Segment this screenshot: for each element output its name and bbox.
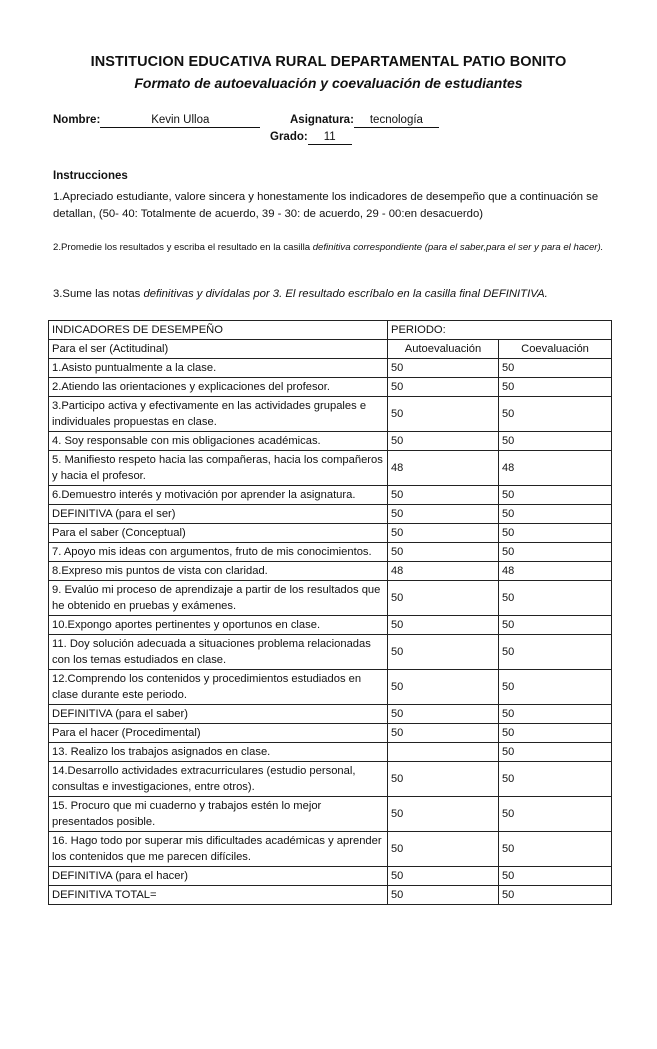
indicator-label: 6.Demuestro interés y motivación por aprender la asignatura. xyxy=(49,486,388,505)
table-row xyxy=(49,832,612,867)
indicator-label: 2.Atiendo las orientaciones y explicaciones del profesor. xyxy=(49,378,388,397)
table-row xyxy=(49,581,612,616)
coevaluacion-value: 50 xyxy=(499,886,612,905)
coevaluacion-value: 50 xyxy=(499,581,612,616)
coevaluacion-value: 50 xyxy=(499,705,612,724)
instruction-2-text: 2.Promedie los resultados y escriba el resultado en la casilla xyxy=(53,242,313,253)
indicator-label: 13. Realizo los trabajos asignados en clase. xyxy=(49,743,388,762)
coevaluacion-value: 50 xyxy=(499,524,612,543)
autoevaluacion-value: 50 xyxy=(388,705,499,724)
coevaluacion-value: 50 xyxy=(499,397,612,432)
instruction-3-text: 3.Sume las notas xyxy=(53,288,144,300)
coevaluacion-value: 50 xyxy=(499,486,612,505)
indicator-label: 12.Comprendo los contenidos y procedimientos estudiados en clase durante este periodo. xyxy=(49,670,388,705)
indicator-label: 15. Procuro que mi cuaderno y trabajos estén lo mejor presentados posible. xyxy=(49,797,388,832)
autoevaluacion-value: 50 xyxy=(388,670,499,705)
coevaluacion-value: 50 xyxy=(499,724,612,743)
header-period: PERIODO: xyxy=(388,321,612,340)
coevaluacion-value: 48 xyxy=(499,451,612,486)
autoevaluacion-value: 50 xyxy=(388,432,499,451)
evaluation-table xyxy=(48,320,612,905)
indicator-label: 16. Hago todo por superar mis dificultades académicas y aprender los contenidos que me parecen difíciles. xyxy=(49,832,388,867)
coevaluacion-value: 50 xyxy=(499,743,612,762)
coevaluacion-value: 50 xyxy=(499,432,612,451)
indicator-label: DEFINITIVA (para el ser) xyxy=(49,505,388,524)
autoevaluacion-value: 50 xyxy=(388,616,499,635)
table-row xyxy=(49,886,612,905)
autoevaluacion-value xyxy=(388,743,499,762)
table-row xyxy=(49,543,612,562)
coevaluacion-value: 50 xyxy=(499,832,612,867)
coevaluacion-value: 50 xyxy=(499,616,612,635)
autoevaluacion-value: 50 xyxy=(388,397,499,432)
indicator-label: 9. Evalúo mi proceso de aprendizaje a partir de los resultados que he obtenido en pruebas y exámenes. xyxy=(49,581,388,616)
header-coevaluacion: Coevaluación xyxy=(499,340,612,359)
autoevaluacion-value: 50 xyxy=(388,378,499,397)
table-row xyxy=(49,432,612,451)
indicator-label: DEFINITIVA (para el saber) xyxy=(49,705,388,724)
name-label: Nombre: xyxy=(53,114,101,126)
header-autoevaluacion: Autoevaluación xyxy=(388,340,499,359)
subject-field xyxy=(290,114,439,128)
table-row xyxy=(49,378,612,397)
autoevaluacion-value: 50 xyxy=(388,581,499,616)
table-row xyxy=(49,397,612,432)
indicator-label: 5. Manifiesto respeto hacia las compañeras, hacia los compañeros y hacia el profesor. xyxy=(49,451,388,486)
coevaluacion-value: 50 xyxy=(499,762,612,797)
table-row xyxy=(49,670,612,705)
indicator-label: DEFINITIVA (para el hacer) xyxy=(49,867,388,886)
instructions-heading: Instrucciones xyxy=(53,170,128,182)
table-header-row xyxy=(49,321,612,340)
autoevaluacion-value: 50 xyxy=(388,797,499,832)
coevaluacion-value: 50 xyxy=(499,378,612,397)
autoevaluacion-value: 48 xyxy=(388,562,499,581)
autoevaluacion-value: 50 xyxy=(388,724,499,743)
autoevaluacion-value: 50 xyxy=(388,359,499,378)
coevaluacion-value: 50 xyxy=(499,543,612,562)
indicator-label: 1.Asisto puntualmente a la clase. xyxy=(49,359,388,378)
table-row xyxy=(49,562,612,581)
table-row xyxy=(49,359,612,378)
name-field xyxy=(53,114,260,128)
subject-value: tecnología xyxy=(354,114,439,128)
table-row xyxy=(49,705,612,724)
grade-field xyxy=(270,131,352,145)
table-row xyxy=(49,505,612,524)
table-row xyxy=(49,486,612,505)
indicator-label: 4. Soy responsable con mis obligaciones académicas. xyxy=(49,432,388,451)
instruction-3-italic: definitivas y divídalas por 3. El resultado escríbalo en la casilla final DEFINITIVA. xyxy=(143,288,548,300)
table-row xyxy=(49,867,612,886)
indicator-label: Para el ser (Actitudinal) xyxy=(49,340,388,359)
instruction-2 xyxy=(53,240,613,255)
autoevaluacion-value: 50 xyxy=(388,543,499,562)
autoevaluacion-value: 50 xyxy=(388,832,499,867)
indicator-label: Para el saber (Conceptual) xyxy=(49,524,388,543)
table-row xyxy=(49,340,612,359)
coevaluacion-value: 50 xyxy=(499,797,612,832)
indicator-label: Para el hacer (Procedimental) xyxy=(49,724,388,743)
autoevaluacion-value: 50 xyxy=(388,524,499,543)
table-row xyxy=(49,743,612,762)
autoevaluacion-value: 50 xyxy=(388,635,499,670)
indicator-label: 7. Apoyo mis ideas con argumentos, fruto de mis conocimientos. xyxy=(49,543,388,562)
table-row xyxy=(49,524,612,543)
table-row xyxy=(49,451,612,486)
instruction-3 xyxy=(53,288,633,300)
form-subtitle: Formato de autoevaluación y coevaluación de estudiantes xyxy=(134,75,523,91)
instruction-1: 1.Apreciado estudiante, valore sincera y honestamente los indicadores de desempeño que a continuación se detallan, (50- 40: Totalmente de acuerdo, 39 - 30: de acuerdo, 29 - 00:en desacuerdo) xyxy=(53,191,599,220)
table-row xyxy=(49,797,612,832)
coevaluacion-value: 50 xyxy=(499,867,612,886)
header-indicators: INDICADORES DE DESEMPEÑO xyxy=(49,321,388,340)
grade-label: Grado: xyxy=(270,131,308,143)
indicator-label: 8.Expreso mis puntos de vista con claridad. xyxy=(49,562,388,581)
autoevaluacion-value: 50 xyxy=(388,886,499,905)
table-row xyxy=(49,635,612,670)
coevaluacion-value: 50 xyxy=(499,359,612,378)
autoevaluacion-value: 50 xyxy=(388,505,499,524)
autoevaluacion-value: 50 xyxy=(388,867,499,886)
subject-label: Asignatura: xyxy=(290,114,354,126)
autoevaluacion-value: 50 xyxy=(388,762,499,797)
table-row xyxy=(49,724,612,743)
school-title: INSTITUCION EDUCATIVA RURAL DEPARTAMENTAL PATIO BONITO xyxy=(90,54,567,70)
indicator-label: 10.Expongo aportes pertinentes y oportunos en clase. xyxy=(49,616,388,635)
table-row xyxy=(49,762,612,797)
indicator-label: 14.Desarrollo actividades extracurriculares (estudio personal, consultas e investigaciones, entre otros). xyxy=(49,762,388,797)
name-value: Kevin Ulloa xyxy=(100,114,260,128)
indicator-label: DEFINITIVA TOTAL= xyxy=(49,886,388,905)
coevaluacion-value: 50 xyxy=(499,505,612,524)
coevaluacion-value: 50 xyxy=(499,635,612,670)
coevaluacion-value: 50 xyxy=(499,670,612,705)
table-row xyxy=(49,616,612,635)
instruction-2-italic: definitiva correspondiente (para el saber,para el ser y para el hacer). xyxy=(312,242,604,253)
autoevaluacion-value: 48 xyxy=(388,451,499,486)
coevaluacion-value: 48 xyxy=(499,562,612,581)
indicator-label: 11. Doy solución adecuada a situaciones problema relacionadas con los temas estudiados en clase. xyxy=(49,635,388,670)
grade-value: 11 xyxy=(308,131,352,145)
autoevaluacion-value: 50 xyxy=(388,486,499,505)
indicator-label: 3.Participo activa y efectivamente en las actividades grupales e individuales propuestas en clase. xyxy=(49,397,388,432)
